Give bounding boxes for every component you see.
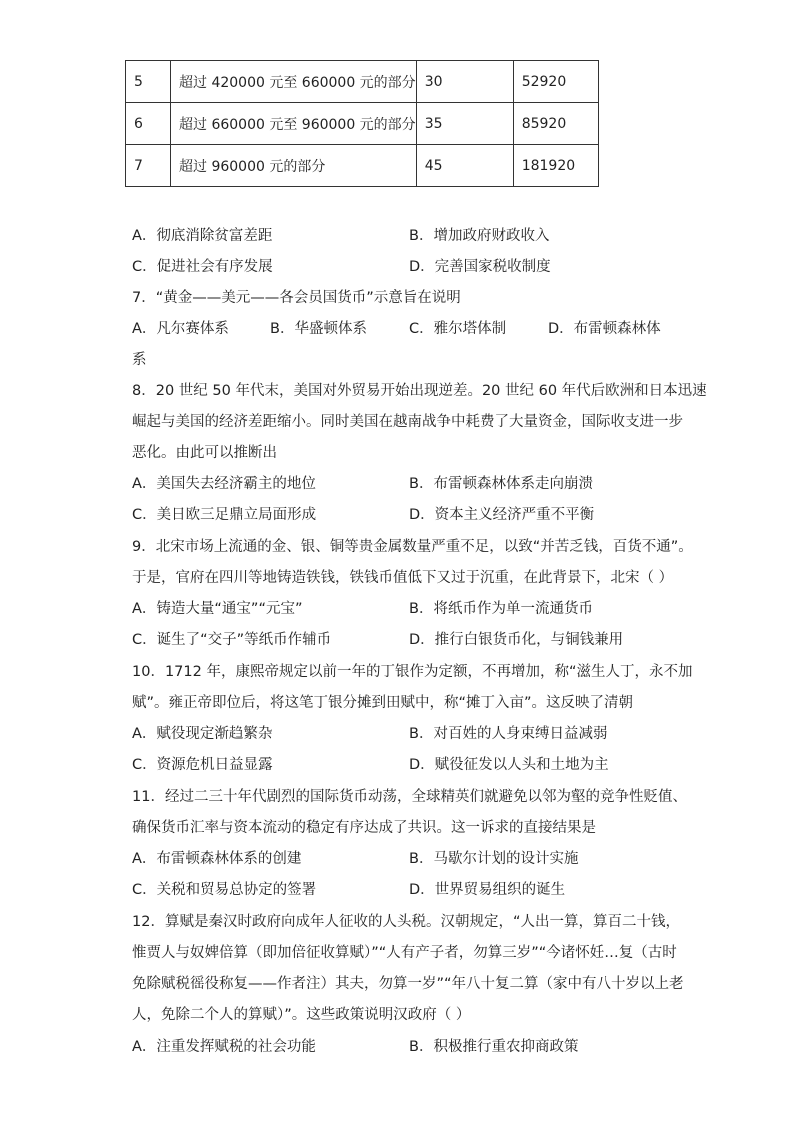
table-row: [126, 61, 599, 103]
q10-option-a: A．赋役现定渐趋繁杂: [132, 726, 273, 742]
q9-option-c: C．诞生了“交子”等纸币作辅币: [132, 632, 332, 648]
table-cell-deduction: 85920: [513, 103, 598, 145]
q9-option-b: B．将纸币作为单一流通货币: [409, 601, 593, 617]
table-cell-rate: 45: [416, 145, 513, 187]
q7-option-b: B．华盛顿体系: [270, 321, 367, 337]
table-row: [126, 103, 599, 145]
q8-stem-line-1: 8．20 世纪 50 年代末，美国对外贸易开始出现逆差。20 世纪 60 年代后欧洲和日本迅速: [132, 383, 707, 399]
q9-stem-line-1: 9．北宋市场上流通的金、银、铜等贵金属数量严重不足，以致“并苦乏钱，百货不通”。: [132, 539, 693, 555]
q11-option-c: C．关税和贸易总协定的签署: [132, 882, 317, 898]
q12-option-a: A．注重发挥赋税的社会功能: [132, 1039, 316, 1055]
q7-stem: 7．“黄金——美元——各会员国货币”示意旨在说明: [132, 290, 461, 306]
q10-option-c: C．资源危机日益显露: [132, 757, 273, 773]
q7-option-d-continued: 系: [132, 352, 147, 368]
table-cell-range: 超过 960000 元的部分: [171, 145, 417, 187]
q7-option-d: D．布雷顿森林体: [548, 321, 661, 337]
table-cell-rate: 30: [416, 61, 513, 103]
q6-option-c: C．促进社会有序发展: [132, 259, 273, 275]
table-cell-level: 5: [126, 61, 171, 103]
tax-rate-table: [125, 60, 599, 187]
q10-stem-line-1: 10．1712 年，康熙帝规定以前一年的丁银作为定额，不再增加，称“滋生人丁，永不加: [132, 664, 693, 680]
q7-option-a: A．凡尔赛体系: [132, 321, 229, 337]
q10-option-b: B．对百姓的人身束缚日益减弱: [409, 726, 608, 742]
q11-option-b: B．马歇尔计划的设计实施: [409, 851, 579, 867]
table-cell-range: 超过 420000 元至 660000 元的部分: [171, 61, 417, 103]
q6-option-d: D．完善国家税收制度: [409, 259, 551, 275]
q8-option-b: B．布雷顿森林体系走向崩溃: [409, 476, 593, 492]
q12-stem-line-2: 惟贾人与奴婢倍算（即加倍征收算赋）”“人有产子者，勿算三岁”“今诸怀妊…复（古时: [132, 945, 677, 961]
q10-option-d: D．赋役征发以人头和土地为主: [409, 757, 609, 773]
q6-option-a: A．彻底消除贫富差距: [132, 228, 273, 244]
q8-option-d: D．资本主义经济严重不平衡: [409, 507, 595, 523]
q9-stem-line-2: 于是，官府在四川等地铸造铁钱，铁钱币值低下又过于沉重，在此背景下，北宋（ ）: [132, 570, 674, 586]
q8-stem-line-2: 崛起与美国的经济差距缩小。同时美国在越南战争中耗费了大量资金，国际收支进一步: [132, 414, 683, 430]
q12-option-b: B．积极推行重农抑商政策: [409, 1039, 579, 1055]
q7-option-c: C．雅尔塔体制: [409, 321, 507, 337]
table-cell-level: 6: [126, 103, 171, 145]
q9-option-a: A．铸造大量“通宝”“元宝”: [132, 601, 303, 617]
q12-stem-line-4: 人，免除二个人的算赋）”。这些政策说明汉政府（ ）: [132, 1007, 471, 1023]
table-cell-deduction: 52920: [513, 61, 598, 103]
q8-stem-line-3: 恶化。由此可以推断出: [132, 445, 277, 461]
q6-option-b: B．增加政府财政收入: [409, 228, 550, 244]
q12-stem-line-1: 12．算赋是秦汉时政府向成年人征收的人头税。汉朝规定，“人出一算，算百二十钱，: [132, 914, 680, 930]
table-cell-deduction: 181920: [513, 145, 598, 187]
table-cell-range: 超过 660000 元至 960000 元的部分: [171, 103, 417, 145]
q9-option-d: D．推行白银货币化，与铜钱兼用: [409, 632, 624, 648]
q10-stem-line-2: 赋”。雍正帝即位后，将这笔丁银分摊到田赋中，称“摊丁入亩”。这反映了清朝: [132, 695, 634, 711]
q12-stem-line-3: 免除赋税徭役称复——作者注）其夫，勿算一岁”“年八十复二算（家中有八十岁以上老: [132, 976, 684, 992]
table-cell-level: 7: [126, 145, 171, 187]
q11-option-a: A．布雷顿森林体系的创建: [132, 851, 302, 867]
q11-stem-line-2: 确保货币汇率与资本流动的稳定有序达成了共识。这一诉求的直接结果是: [132, 820, 596, 836]
q8-option-a: A．美国失去经济霸主的地位: [132, 476, 316, 492]
q11-option-d: D．世界贸易组织的诞生: [409, 882, 566, 898]
q11-stem-line-1: 11．经过二三十年代剧烈的国际货币动荡，全球精英们就避免以邻为壑的竞争性贬值、: [132, 789, 687, 805]
q8-option-c: C．美日欧三足鼎立局面形成: [132, 507, 317, 523]
table-row: [126, 145, 599, 187]
table-cell-rate: 35: [416, 103, 513, 145]
